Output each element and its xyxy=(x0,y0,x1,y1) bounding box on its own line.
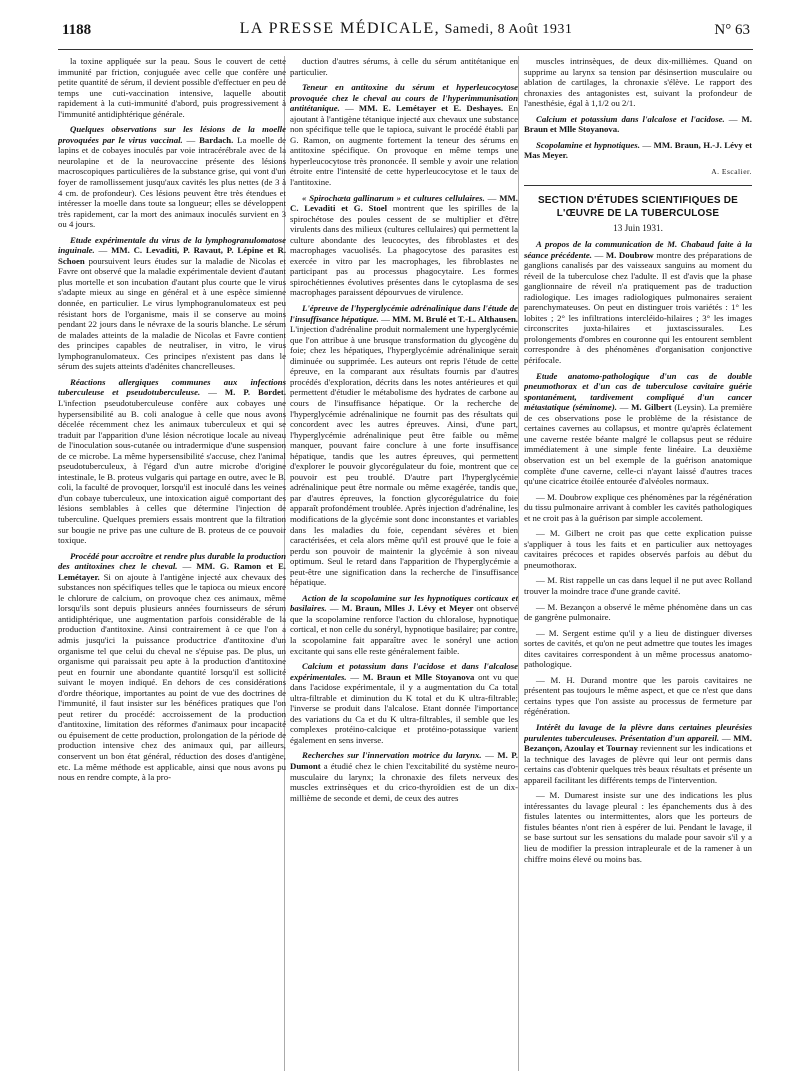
article-body: montre des préparations de ganglions canalisés par des vaisseaux sanguins au moment du réveil de la tuberculose chez l'adulte. Il est d'avis que la phase ganglionnaire de réveil n'a pratiquement pas de traduction radiologique. Les images radiologiques pulmonaires seraient parenchymateuses. On peut en distinguer trois variétés : 1° les lobites ; 2° les infiltrations intercléido-hilaires ; 3° les images circonscrites juxta-hilaires et juxtascissurales. Les prolongements d'ombres en couronne qui les entourent semblent correspondre à des phénomènes d'organisation conjonctive périfocale. xyxy=(524,249,752,366)
article-body: a étudié chez le chien l'excitabilité du système neuro-musculaire du larynx; la chronaxie des filets nerveux des muscles extrinsèques et du crico-thyroïdien est de un dix-millième de seconde et demi, de ceux des autres xyxy=(290,761,518,803)
article-authors: M. Doubrow xyxy=(605,249,654,260)
article-body: — M. H. Durand montre que les parois cavitaires ne présentent pas toujours le même aspect, et que ce n'est que dans certains types que l'on assiste au processus de fermeture par régénération. xyxy=(524,674,752,717)
article-body: — M. Dumarest insiste sur une des indications les plus intéressantes du lavage pleural : les épanchements dus à des fistules latentes ou intermittentes, alors que les porteurs de fistules béantes n'ont rien à espérer de lui. Pendant le lavage, il se base surtout sur les sensations du malade pour savoir s'il y a lieu de modifier la pression intrapleurale et de la ramener à un chiffre moins élevé ou moins bas. xyxy=(524,790,752,864)
article xyxy=(524,56,752,109)
article-body: ont observé que la scopolamine renforce l'action du chloralose, hypnotique cortical, et non celle du sonéryl, hypnotique basilaire; par contre, la scopolamine fait apparaître avec le sonéryl une action excitante qui sans elle reste généralement faible. xyxy=(290,603,518,656)
article-authors: MM. Braun, H.-J. Lévy et Mas Meyer. xyxy=(524,139,752,161)
column-1 xyxy=(58,56,286,1076)
article-authors: M. P. Dumont xyxy=(290,750,518,771)
article-body: duction d'autres sérums, à celle du sérum antitétanique en particulier. xyxy=(290,56,518,77)
article-title: « Spirochæta gallinarum » et cultures cellulaires. xyxy=(302,192,485,203)
header-rule xyxy=(58,49,753,50)
article-title: A propos de la communication de M. Chabaud faite à la séance précédente. xyxy=(524,239,752,260)
article-title: Calcium et potassium dans l'alcalose et l'acidose. xyxy=(536,113,725,124)
article: Etude expérimentale du virus de la lymphogranulomatose inguinale. — MM. C. Levaditi, P. Ravaut, P. Lépine et R. Schoen poursuivent leurs études sur la maladie de Nicolas et Favre ont observé que la maladie expérimentale devient d'autant plus mortelle et son incubation d'autant plus courte que le virus s'adapte mieux au singe en général et à une espèce simienne donnée, en particulier. Le virus lymphogranulomateux est peu résistant hors de l'organisme, mais il se conserve au moins pendant 22 jours dans le névraxe de la souris blanche. Le sérum de malades atteints de la maladie de Nicolas et Favre contient des principes capables de neutraliser, in vitro, le virus lymphogranulomateux. Ces principes n'existent pas dans le sérum des sujets atteints d'adénites chancrelleuses. xyxy=(58,234,286,372)
article-title: Etude expérimentale du virus de la lymphogranulomatose inguinale. xyxy=(58,234,286,256)
article-body: — M. Doubrow explique ces phénomènes par la régénération du tissu pulmonaire arrivant à combler les cavités pathologiques et ne croit pas à la guérison par simple accolement. xyxy=(524,491,752,523)
article-authors: M. P. Bordet. xyxy=(224,387,286,398)
article xyxy=(58,56,286,119)
article-body: L'injection d'adrénaline produit normalement une hyperglycémie que l'on attribue à une brusque transformation du glycogène du foie; chez les hépatiques, l'hyperglycémie adrénalinique serait diminuée ou supprimée. Les auteurs ont repris l'étude de cette épreuve, en la comparant aux résultats fournis par d'autres procédés d'exploration, décrits dans les notes antérieures et qui permettent d'étudier le métabolisme des hydrates de carbone au cours de l'insuffisance hépatique. Or la recherche de l'hyperglycémie adrénalinique ne fournit pas des résultats qui concordent avec les autres épreuves. Ainsi, d'une part, l'hyperglycémie adrénalinique peut être faible ou même manquer, pouvant faire conclure à une forte insuffisance hépatique, tandis que les autres épreuves, qui permettent d'explorer le pouvoir glycorégulateur du foie, montrent que ce pouvoir est peu troublé. D'autre part l'hyperglycémie adrénalinique peut être normale ou même exagérée, tandis que, par d'autres épreuves, la fonction glycorégulatrice du foie apparaît profondément troublée. Après injection d'adrénaline, les modifications de la glycémie sont donc inconstantes et variables dans les maladies du foie, cependant sévères et bien caractérisées, et cela alors même qu'il est prouvé que le foie a perdu son pouvoir de maintenir la glycémie à son niveau optimum. Seul le retard dans l'apparition de l'hyperglycémie a peut-être une signification dans la recherche de l'insuffisance hépatique. xyxy=(290,324,518,588)
column-3-bottom xyxy=(524,239,752,864)
article xyxy=(524,528,752,570)
article: Scopolamine et hypnotiques. — MM. Braun, H.-J. Lévy et Mas Meyer. xyxy=(524,139,752,161)
article-body: L'infection pseudotuberculeuse confère aux cobayes une hypersensibilité au B. coli analogue à celle que nous avons décelée récemment chez les animaux tuberculeux et qui se traduit par l'apparition d'une lésion nécrotique locale au niveau de l'inoculation sous-cutanée ou intradermique d'une suspension de ce microbe. La même hypersensibilité s'accuse, chez l'animal pseudotuberculeux, à l'égard d'un autre microbe d'origine intestinale, le B. proteus vulgaris qui partage en outre, avec le B. coli, la faculté de provoquer, lorsqu'il est inoculé dans les veines d'un cobaye tuberculeux, une intoxication aiguë comportant des lésions semblables à celles que détermine l'injection de tuberculine. Quelques premiers essais montrent que la filtration sur bougie ne prive pas une culture de B. proteus de ce pouvoir toxique. xyxy=(58,397,286,546)
article-title: Procédé pour accroître et rendre plus durable la production des antitoxines chez le cheval. xyxy=(58,550,286,572)
article: Teneur en antitoxine du sérum et hyperleucocytose provoquée chez le cheval au cours de l'hyperimmunisation antitétanique. — MM. E. Lemétayer et E. Deshayes. En ajoutant à l'antigène tétanique injecté aux chevaux une substance non spécifique telle que le tapioca, suivant le procédé établi par G. Ramon, on augmente fortement la teneur des sérums en antitoxine spécifique. On provoque en même temps une hyperleucocytose très prononcée. Il semble y avoir une relation étroite entre l'intensité de cette hyperleucocytose et le taux de l'antitoxine. xyxy=(290,82,518,188)
column-2 xyxy=(290,56,518,1076)
article-title: Scopolamine et hypnotiques. xyxy=(536,139,640,150)
article-authors: M. Gilbert xyxy=(631,402,672,413)
signature: A. Escalier. xyxy=(711,166,752,176)
article-body: — M. Bezançon a observé le même phénomène dans un cas de gangrène pulmonaire. xyxy=(524,601,752,623)
article-authors: MM. C. Levaditi, P. Ravaut, P. Lépine et R. Schoen xyxy=(58,245,286,266)
article xyxy=(524,628,752,670)
column-3-top xyxy=(524,56,752,161)
page-header xyxy=(62,20,750,42)
journal-name: LA PRESSE MÉDICALE, xyxy=(239,20,441,37)
article-title: Quelques observations sur les lésions de la moelle provoquées par le virus vaccinal. xyxy=(58,124,286,145)
article-body: (Leysin). La première de ces observations pose le problème de la résistance de certaines cavernes au collapsus, et montre qu'après éclatement une caverne restée béante malgré le collapsus peut se réduire immédiatement à une simple fente linéaire. La deuxième observation est un bel exemple de la guérison anatomique complète d'une caverne, celle-ci n'ayant laissé d'autres traces qu'une cicatrice étoilée entourée d'alvéoles normaux. xyxy=(524,402,752,487)
article xyxy=(524,602,752,623)
article-authors: M. Braun, Mlles J. Lévy et Meyer xyxy=(341,603,474,614)
article xyxy=(524,675,752,717)
section-title: SECTION D'ÉTUDES SCIENTIFIQUES DE L'ŒUVRE DE LA TUBERCULOSE xyxy=(537,195,739,220)
article-body: — M. Rist rappelle un cas dans lequel il ne put avec Rolland trouver la moindre trace d'une grande cavité. xyxy=(524,575,752,596)
article: « Spirochæta gallinarum » et cultures cellulaires. — MM. C. Levaditi et G. Stoel montrent que les spirilles de la spirochétose des poules cessent de se multiplier et d'être virulents dans des milieux (cultures cellulaires) qui permettent la culture abondante des leucocytes, des fibroblastes et des macrophages vacuolisés. La phagocytose des parasites est exercée in vitro par les macrophages, les fibroblastes ne participant pas au processus phagocytaire. Les formes spirochétiennes évolutives présentes dans le cytoplasma de ses macrophages paraissent dépourvues de virulence. xyxy=(290,192,518,298)
article xyxy=(524,790,752,864)
journal-title-line xyxy=(62,20,750,38)
article: A propos de la communication de M. Chabaud faite à la séance précédente. — M. Doubrow montre des préparations de ganglions canalisés par des vaisseaux sanguins au moment du réveil de la tuberculose chez l'adulte. Il est d'avis que la phase ganglionnaire de réveil n'a pratiquement pas de traduction radiologique. Les images radiologiques pulmonaires seraient parenchymateuses. On peut en distinguer trois variétés : 1° les lobites ; 2° les infiltrations intercléido-hilaires ; 3° les images circonscrites juxta-hilaires et juxtascissurales. Les prolongements d'ombres en couronne qui les entourent semblent correspondre à des phénomènes d'organisation conjonctive périfocale. xyxy=(524,239,752,366)
article-authors: MM. Bezançon, Azoulay et Tournay xyxy=(524,732,752,754)
article-body: La moelle de lapins et de cobayes inoculés par voie intracérébrale avec de la neurolapine et de la neurovaccine présente des lésions macroscopiques particulières de la substance grise, qui vont d'un foyer de ramollissement jusqu'aux cavités les plus nettes (de 3 à 4 cm. de profondeur). Ces lésions peuvent être très étendues et intéresser la moelle dans toute sa longueur; elles se développent très rapidement, car la mort des animaux inoculés survient en 3 ou 4 jours. xyxy=(58,134,286,230)
article-authors: MM. C. Levaditi et G. Stoel xyxy=(290,192,518,214)
article: Intérêt du lavage de la plèvre dans certaines pleurésies purulentes tuberculeuses. Présentation d'un appareil. — MM. Bezançon, Azoulay et Tournay reviennent sur les indications et la technique des lavages de plèvre qui leur ont permis dans certains cas d'obtenir quelques très beaux résultats et présente un appareil facilitant les différents temps de l'intervention. xyxy=(524,721,752,785)
article-authors: MM. G. Ramon et E. Lemétayer. xyxy=(58,561,286,582)
article-body: En ajoutant à l'antigène tétanique injecté aux chevaux une substance non spécifique telle que le tapioca, suivant le procédé établi par G. Ramon, on augmente fortement la teneur des sérums en antitoxine spécifique. On provoque en même temps une hyperleucocytose très prononcée. Il semble y avoir une relation étroite entre l'intensité de cette hyperleucocytose et le taux de l'antitoxine. xyxy=(290,103,518,188)
article-title: Calcium et potassium dans l'acidose et dans l'alcalose expérimentales. xyxy=(290,661,518,682)
section-date: 13 Juin 1931. xyxy=(613,223,663,234)
article-body: poursuivent leurs études sur la maladie de Nicolas et Favre ont observé que la maladie expérimentale devient d'autant plus mortelle et son incubation d'autant plus courte que le virus s'adapte mieux au singe en général et à une espèce simienne donnée, en particulier. Le virus lymphogranulomateux est peu résistant hors de l'organisme, mais il se conserve au moins pendant 22 jours dans le névraxe de la souris blanche. Le sérum de malades atteints de la maladie de Nicolas et Favre contient des principes capables de neutraliser, in vitro, le virus lymphogranulomateux. Ces principes n'existent pas dans le sérum des sujets atteints d'adénites chancrelleuses. xyxy=(58,255,286,372)
page-number: 1188 xyxy=(62,22,92,38)
article-title: L'épreuve de l'hyperglycémie adrénalinique dans l'étude de l'insuffisance hépatique. xyxy=(290,303,518,324)
article: Quelques observations sur les lésions de la moelle provoquées par le virus vaccinal. — Bardach. La moelle de lapins et de cobayes inoculés par voie intracérébrale avec de la neurolapine et de la neurovaccine présente des lésions macroscopiques particulières de la substance grise, qui vont d'un foyer de ramollissement jusqu'aux cavités les plus nettes (de 3 à 4 cm. de profondeur). Ces lésions peuvent être très étendues et intéresser la moelle dans toute sa longueur; elles se développent très rapidement, car la mort des animaux inoculés survient en 3 ou 4 jours. xyxy=(58,124,286,230)
article xyxy=(524,492,752,524)
column-divider xyxy=(518,56,519,1071)
article-body: ont vu que dans l'acidose expérimentale, il y a augmentation du Ca total ultra-filtrable et diminution du K total et du K ultra-filtrable; l'inverse se produit dans l'alcalose. Etant donnée l'importance des variations du Ca et du K ultra-filtrables, il semble que les complexes protéino-calcique et protéino-potassique varient également en sens inverse. xyxy=(290,671,518,745)
article: L'épreuve de l'hyperglycémie adrénalinique dans l'étude de l'insuffisance hépatique. — MM. M. Brulé et T.-L. Althausen. L'injection d'adrénaline produit normalement une hyperglycémie que l'on attribue à une brusque transformation du glycogène du foie; chez les hépatiques, l'hyperglycémie adrénalinique serait diminuée ou supprimée. Les auteurs ont repris l'étude de cette épreuve, en la comparant aux résultats fournis par d'autres procédés d'exploration, décrits dans les notes antérieures et qui permettent d'étudier le métabolisme des hydrates de carbone au cours de l'insuffisance hépatique. Or la recherche de l'hyperglycémie adrénalinique ne fournit pas des résultats qui concordent avec les autres épreuves. Ainsi, d'une part, l'hyperglycémie adrénalinique peut être faible ou même manquer, pouvant faire conclure à une forte insuffisance hépatique, tandis que les autres épreuves, qui permettent d'explorer le pouvoir glycorégulateur du foie, montrent que ce pouvoir est peu troublé. D'autre part l'hyperglycémie adrénalinique peut être normale ou même exagérée, tandis que, par d'autres épreuves, la fonction glycorégulatrice du foie apparaît profondément troublée. Après injection d'adrénaline, les modifications de la glycémie sont donc inconstantes et variables dans les maladies du foie, cependant sévères et bien caractérisées, et cela alors même qu'il est prouvé que le foie a perdu son pouvoir de maintenir la glycémie à son niveau optimum. Seul le retard dans l'apparition de l'hyperglycémie a peut-être une signification dans la recherche de l'insuffisance hépatique. xyxy=(290,303,518,588)
article: Action de la scopolamine sur les hypnotiques corticaux et basilaires. — M. Braun, Mlles J. Lévy et Meyer ont observé que la scopolamine renforce l'action du chloralose, hypnotique cortical, et non celle du sonéryl, hypnotique basilaire; par contre, la scopolamine fait apparaître avec le sonéryl une action excitante qui sans elle reste généralement faible. xyxy=(290,592,518,656)
article-body: — M. Gilbert ne croit pas que cette explication puisse s'appliquer à tous les faits et en particulier aux nettoyages cavitaires précoces et rapides observés parfois au début du pneumothorax. xyxy=(524,528,752,570)
article-title: Recherches sur l'innervation motrice du larynx. xyxy=(302,750,482,761)
article: Etude anatomo-pathologique d'un cas de double pneumothorax et d'un cas de tuberculose cavitaire guérie spontanément, tardivement compliqué d'un cancer métastatique (séminome). — M. Gilbert (Leysin). La première de ces observations pose le problème de la résistance de certaines cavernes au collapsus, et montre qu'après éclatement une caverne restée béante malgré le collapsus peut se réduire immédiatement à une simple fente linéaire. La deuxième observation est un bel exemple de la guérison anatomique complète d'une caverne, celle-ci n'ayant laissé d'autres traces qu'une cicatrice étoilée entourée d'alvéoles normaux. xyxy=(524,370,752,487)
article-body: la toxine appliquée sur la peau. Sous le couvert de cette immunité par friction, conjuguée avec celle que confère une petite quantité de sérum, il devient possible d'effectuer en peu de temps une cuti-vaccination intensive, laquelle aboutit rapidement à la cuti-immunité d'abord, puis progressivement à l'immunité antidiphtérique générale. xyxy=(58,56,286,119)
article-title: Teneur en antitoxine du sérum et hyperleucocytose provoquée chez le cheval au cours de l'hyperimmunisation antitétanique. xyxy=(290,82,518,114)
article xyxy=(290,56,518,77)
article-body: reviennent sur les indications et la technique des lavages de plèvre qui leur ont permis dans certains cas d'obtenir quelques très beaux résultats et présente un appareil facilitant les différents temps de l'intervention. xyxy=(524,743,752,785)
article-authors: M. Braun et Mlle Stoyanova xyxy=(362,671,475,682)
article-authors: Bardach. xyxy=(199,134,234,145)
column-3 xyxy=(524,56,752,1076)
article: Réactions allergiques communes aux infections tuberculeuse et pseudotuberculeuse. — M. P. Bordet. L'infection pseudotuberculeuse confère aux cobayes une hypersensibilité au B. coli analogue à celle que nous avons décelée récemment chez les animaux tuberculeux et qui se traduit par l'apparition d'une lésion nécrotique locale au niveau de l'inoculation sous-cutanée ou intradermique d'une suspension de ce microbe. La même hypersensibilité s'accuse, chez l'animal pseudotuberculeux, à l'égard d'un autre microbe d'origine intestinale, le B. proteus vulgaris qui partage en outre, avec le B. coli, la faculté de provoquer, lorsqu'il est inoculé dans les veines d'un cobaye tuberculeux, une intoxication aiguë comportant des lésions semblables à celles que détermine l'injection de tuberculine. Quelques premiers essais montrent que la filtration sur bougie ne prive pas une culture de B. proteus de ce pouvoir toxique. xyxy=(58,376,286,546)
article-body: montrent que les spirilles de la spirochétose des poules cessent de se multiplier et d'être virulents dans des milieux (cultures cellulaires) qui permettent la culture abondante des leucocytes, des fibroblastes et des macrophages vacuolisés. La phagocytose des parasites est exercée in vitro par les macrophages, les fibroblastes ne participant pas au processus phagocytaire. Les formes spirochétiennes évolutives présentes dans le cytoplasma de ses macrophages paraissent dépourvues de virulence. xyxy=(290,203,518,298)
article-body: — M. Sergent estime qu'il y a lieu de distinguer diverses sortes de cavités, et qu'on ne peut admettre que toutes les images dites cavitaires correspondent à un même processus anatomo-pathologique. xyxy=(524,627,752,670)
article: Recherches sur l'innervation motrice du larynx. — M. P. Dumont a étudié chez le chien l'excitabilité du système neuro-musculaire du larynx; la chronaxie des filets nerveux des muscles extrinsèques et du crico-thyroïdien est de un dix-millième de seconde et demi, de ceux des autres xyxy=(290,750,518,803)
issue-number: N° 63 xyxy=(714,22,750,38)
article-title: Intérêt du lavage de la plèvre dans certaines pleurésies purulentes tuberculeuses. Présentation d'un appareil. xyxy=(524,721,752,743)
article: Calcium et potassium dans l'alcalose et l'acidose. — M. Braun et Mlle Stoyanova. xyxy=(524,113,752,135)
article-title: Etude anatomo-pathologique d'un cas de double pneumothorax et d'un cas de tuberculose cavitaire guérie spontanément, tardivement compliqué d'un cancer métastatique (séminome). xyxy=(524,370,752,413)
article-authors: M. Braun et Mlle Stoyanova. xyxy=(524,113,752,135)
article: Procédé pour accroître et rendre plus durable la production des antitoxines chez le cheval. — MM. G. Ramon et E. Lemétayer. Si on ajoute à l'antigène injecté aux chevaux des substances non spécifiques telles que le tapioca ou mieux encore le chlorure de calcium, on provoque chez ces animaux, même lorsqu'ils sont depuis plusieurs années fournisseurs de sérum antidiphtérique, une augmentation parfois considérable de la production d'antitoxine. Ainsi contrairement à ce que l'on a admis jusqu'ici la puissance productrice d'antitoxine d'un organisme tel que celui du cheval ne s'épuise pas. De plus, un organisme qui paraissait peu apte à la production d'antitoxine peut en fournir une abondante quantité lorsqu'il est sollicité suivant le moyen indiqué. En dehors de ces considérations d'ordre théorique, importantes au point de vue des doctrines de l'immunité, il faut insister sur les bénéfices pratiques que l'on peut retirer du procédé: accroissement de la production d'antitoxine, limitation des réformes d'animaux pour incapacité ou épuisement de cette production, prolongation de la période de production intensive chez des animaux qui, par ailleurs, conservent un bon état général, réduction des doses d'antigène, etc. La même méthode est applicable, ainsi que nous avons pu nous en rendre compte, à la pro- xyxy=(58,550,286,783)
article-authors: MM. M. Brulé et T.-L. Althausen. xyxy=(392,313,518,324)
article-body: Si on ajoute à l'antigène injecté aux chevaux des substances non spécifiques telles que le tapioca ou mieux encore le chlorure de calcium, on provoque chez ces animaux, même lorsqu'ils sont depuis plusieurs années fournisseurs de sérum antidiphtérique, une augmentation parfois considérable de la production d'antitoxine. Ainsi contrairement à ce que l'on a admis jusqu'ici la puissance productrice d'antitoxine d'un organisme tel que celui du cheval ne s'épuise pas. De plus, un organisme qui paraissait peu apte à la production d'antitoxine peut en fournir une abondante quantité lorsqu'il est sollicité suivant le moyen indiqué. En dehors de ces considérations d'ordre théorique, importantes au point de vue des doctrines de l'immunité, il faut insister sur les bénéfices pratiques que l'on peut retirer du procédé: accroissement de la production d'antitoxine, limitation des réformes d'animaux pour incapacité ou épuisement de cette production, prolongation de la période de production intensive chez des animaux qui, par ailleurs, conservent un bon état général, réduction des doses d'antigène, etc. La même méthode est applicable, ainsi que nous avons pu nous en rendre compte, à la pro- xyxy=(58,571,286,783)
issue-date: Samedi, 8 Août 1931 xyxy=(444,22,573,37)
article: Calcium et potassium dans l'acidose et dans l'alcalose expérimentales. — M. Braun et Mlle Stoyanova ont vu que dans l'acidose expérimentale, il y a augmentation du Ca total ultra-filtrable et diminution du K total et du K ultra-filtrable; l'inverse se produit dans l'alcalose. Etant donnée l'importance des variations du Ca et du K ultra-filtrables, il semble que les complexes protéino-calcique et protéino-potassique varient également en sens inverse. xyxy=(290,661,518,745)
article-authors: MM. E. Lemétayer et E. Deshayes. xyxy=(358,103,504,114)
article-body: muscles intrinsèques, de deux dix-millièmes. Quand on supprime au larynx sa tension par désinsertion musculaire ou ablation de cartilages, la chronaxie s'élève. Le rapport des chronaxies des antagonistes est, suivant la profondeur de l'anesthésie, égal à 1,1/2 ou 2/1. xyxy=(524,56,752,109)
article-title: Action de la scopolamine sur les hypnotiques corticaux et basilaires. xyxy=(290,592,518,614)
article-title: Réactions allergiques communes aux infections tuberculeuse et pseudotuberculeuse. xyxy=(58,376,286,398)
section-rule xyxy=(524,185,752,186)
article xyxy=(524,575,752,596)
